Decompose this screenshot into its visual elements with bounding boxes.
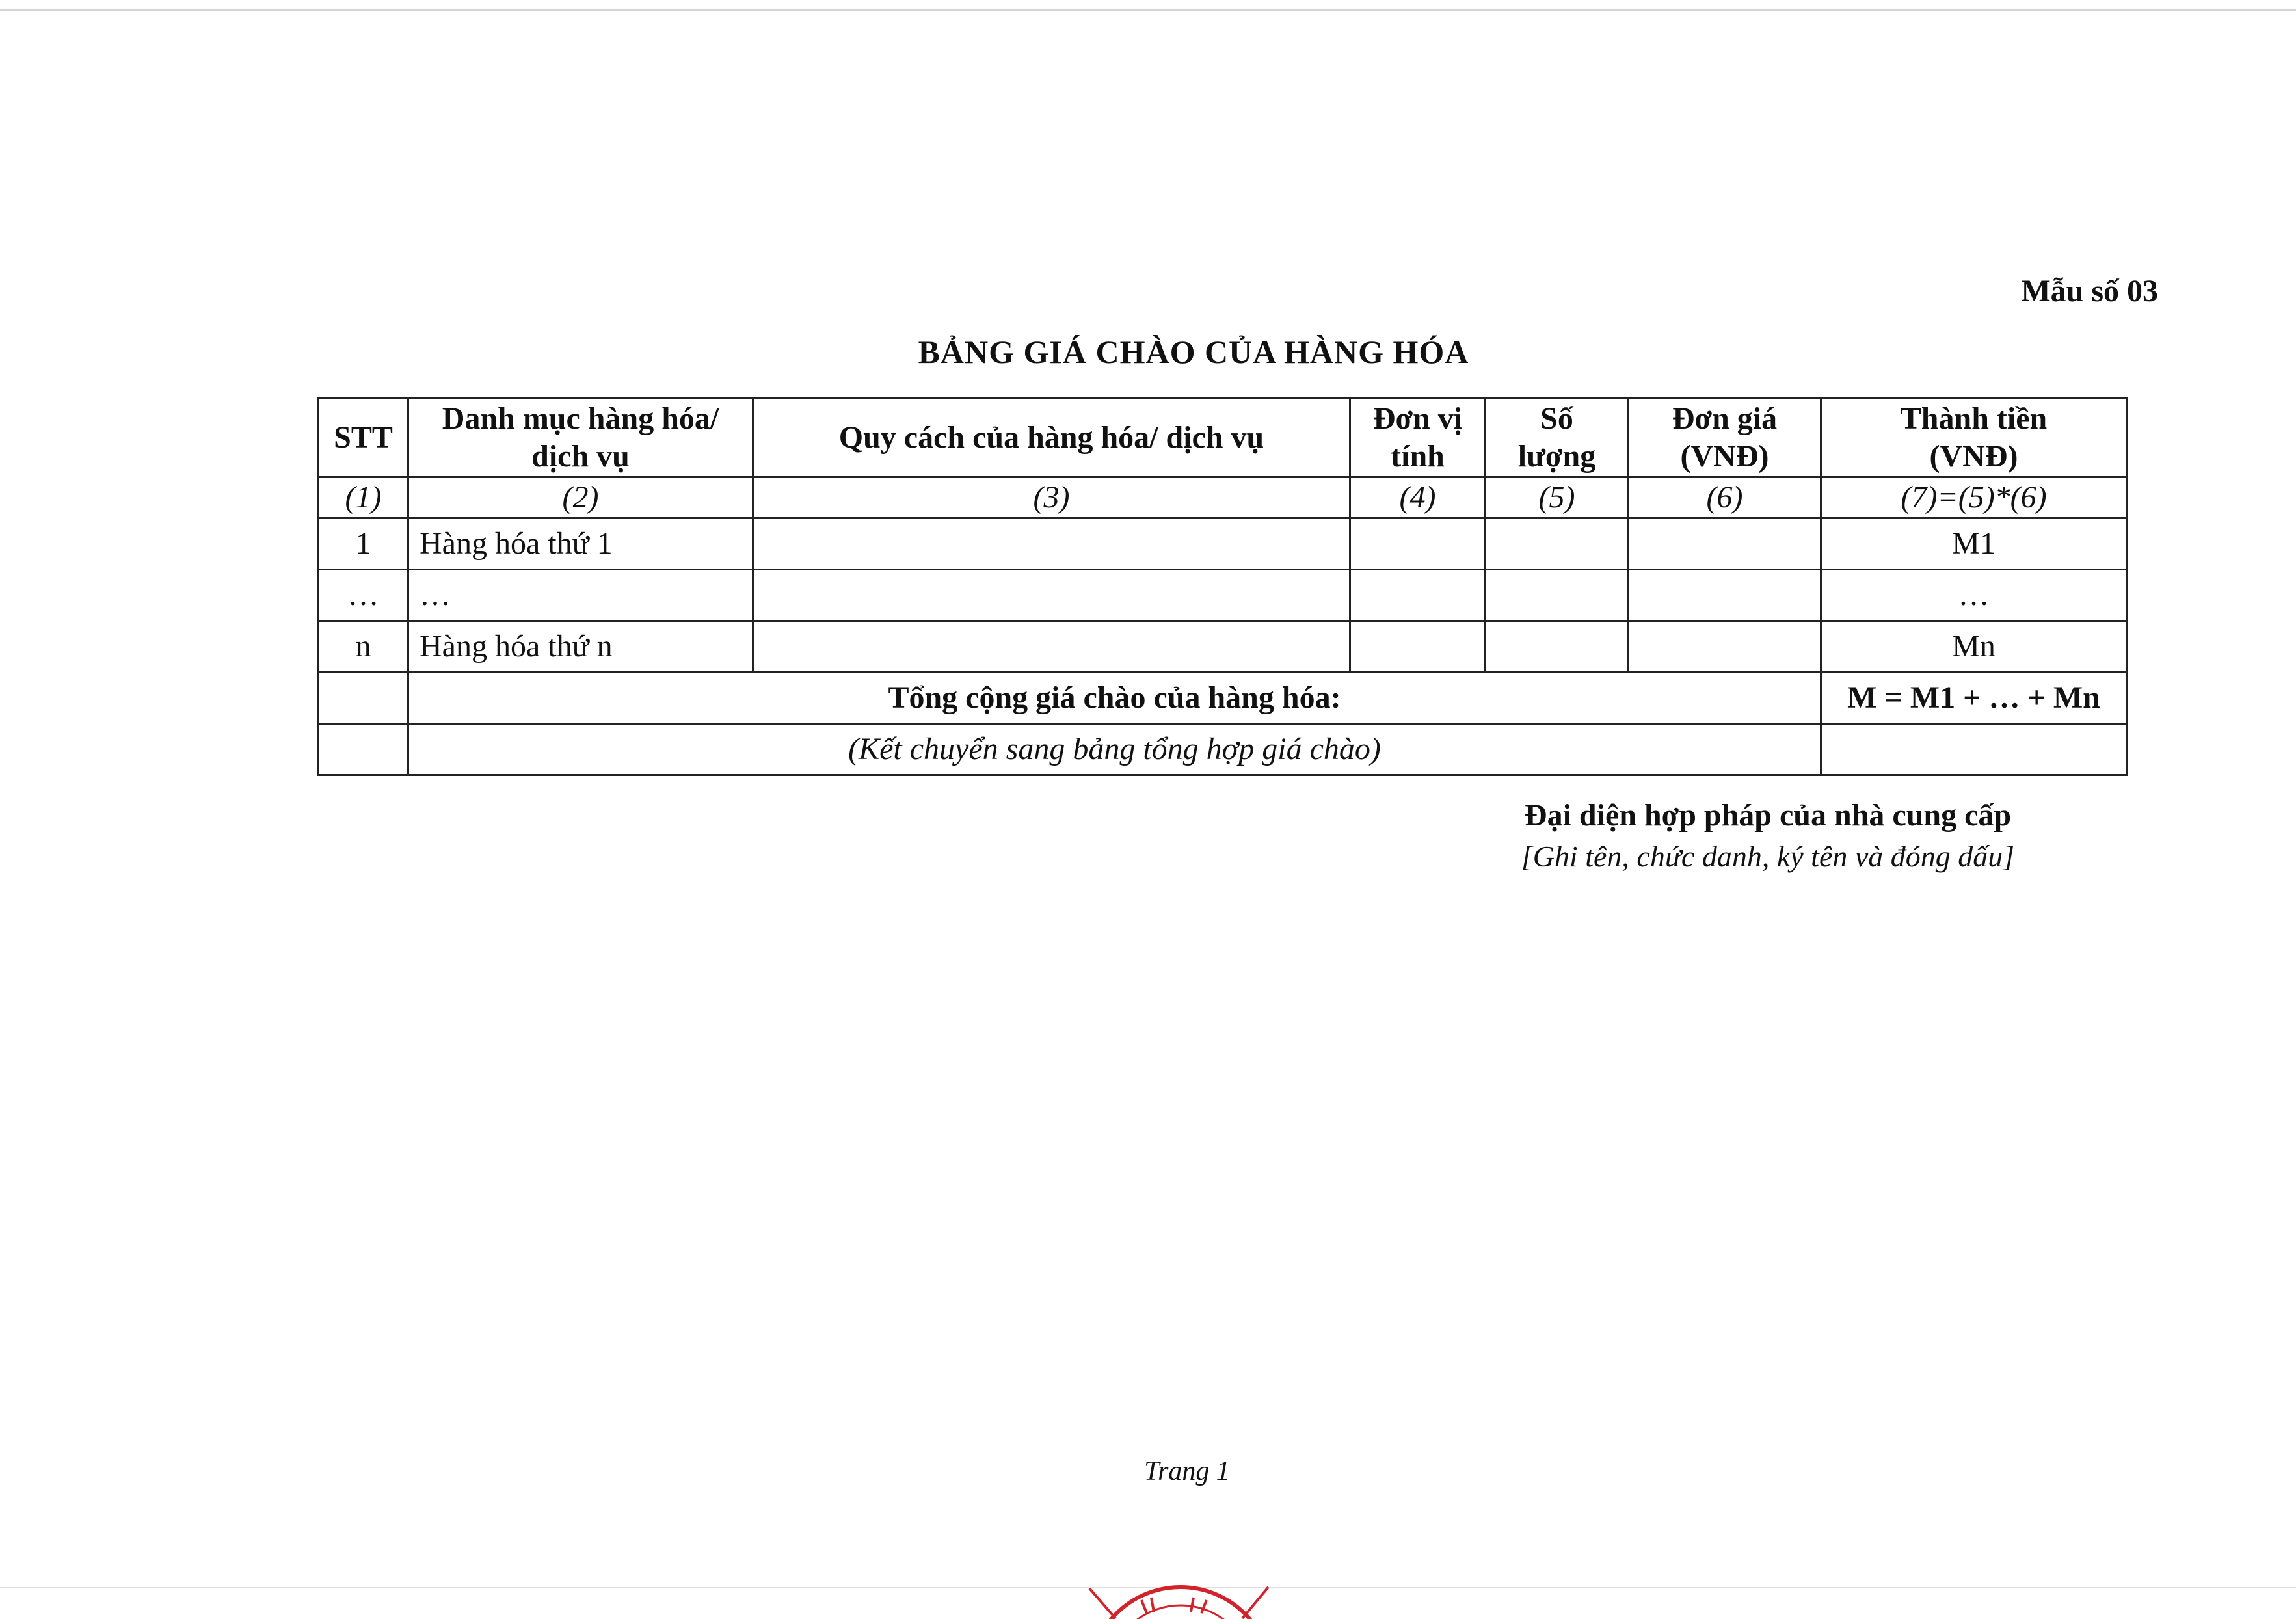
row-spec: [753, 621, 1350, 673]
row-spec: [753, 570, 1350, 621]
index-cell: (2): [408, 477, 753, 518]
header-stt-label: STT: [334, 420, 393, 455]
row-unit-price: [1629, 621, 1821, 673]
index-cell: (5): [1486, 477, 1629, 518]
row-unit: [1350, 570, 1486, 621]
index-cell: (4): [1350, 477, 1486, 518]
header-unit-line2: tính: [1391, 439, 1445, 474]
header-quantity-line2: lượng: [1517, 439, 1596, 474]
index-cell: (6): [1629, 477, 1821, 518]
row-item-name: Hàng hóa thứ n: [408, 621, 753, 673]
header-spec: [753, 399, 1350, 477]
table-row: [319, 621, 2127, 673]
row-amount: Mn: [1821, 621, 2127, 673]
header-unit-price: [1629, 399, 1821, 477]
header-spec-label: Quy cách của hàng hóa/ dịch vụ: [838, 420, 1264, 455]
column-index-row: [319, 477, 2127, 518]
header-amount-line2: (VNĐ): [1929, 439, 2018, 474]
header-unit-price-line2: (VNĐ): [1680, 439, 1769, 474]
header-unit: [1350, 399, 1486, 477]
total-label: Tổng cộng giá chào của hàng hóa:: [408, 673, 1821, 724]
row-quantity: [1486, 518, 1629, 570]
price-table: [317, 397, 2128, 776]
seal-graphic: [1044, 1581, 1317, 1619]
page-number: Trang 1: [1144, 1456, 1230, 1486]
total-row-blank: [319, 673, 408, 724]
signer-note: [Ghi tên, chức danh, ký tên và đóng dấu]: [1521, 840, 2015, 873]
row-item-name: Hàng hóa thứ 1: [408, 518, 753, 570]
header-row: [319, 399, 2127, 477]
carry-row-amount-blank: [1821, 724, 2127, 775]
index-cell: (7)=(5)*(6): [1821, 477, 2127, 518]
header-unit-line1: Đơn vị: [1372, 401, 1463, 436]
row-quantity: [1486, 570, 1629, 621]
table-row: [319, 518, 2127, 570]
row-stt: n: [319, 621, 408, 673]
row-unit: [1350, 621, 1486, 673]
table-row: [319, 570, 2127, 621]
total-value: M = M1 + … + Mn: [1821, 673, 2127, 724]
header-amount: [1821, 399, 2127, 477]
row-item-name: …: [408, 570, 753, 621]
header-stt: [319, 399, 408, 477]
header-category-line2: dịch vụ: [531, 439, 630, 474]
row-unit-price: [1629, 518, 1821, 570]
header-unit-price-line1: Đơn giá: [1672, 401, 1778, 436]
header-category: [408, 399, 753, 477]
form-number: Mẫu số 03: [2021, 274, 2158, 308]
header-category-line1: Danh mục hàng hóa/: [442, 401, 719, 436]
row-unit: [1350, 518, 1486, 570]
header-quantity: [1486, 399, 1629, 477]
carry-note: (Kết chuyển sang bảng tổng hợp giá chào): [408, 724, 1821, 775]
index-cell: (3): [753, 477, 1350, 518]
row-spec: [753, 518, 1350, 570]
carry-row: [319, 724, 2127, 775]
header-amount-line1: Thành tiền: [1900, 401, 2048, 436]
total-row: [319, 673, 2127, 724]
signer-title: Đại diện hợp pháp của nhà cung cấp: [1524, 798, 2012, 833]
carry-row-blank: [319, 724, 408, 775]
scan-edge-top: [0, 9, 2296, 11]
company-seal-icon: [1044, 1581, 1317, 1619]
index-cell: (1): [319, 477, 408, 518]
row-stt: 1: [319, 518, 408, 570]
row-unit-price: [1629, 570, 1821, 621]
row-amount: …: [1821, 570, 2127, 621]
row-amount: M1: [1821, 518, 2127, 570]
header-quantity-line1: Số: [1540, 401, 1573, 436]
row-quantity: [1486, 621, 1629, 673]
document-title: BẢNG GIÁ CHÀO CỦA HÀNG HÓA: [918, 334, 1469, 370]
row-stt: …: [319, 570, 408, 621]
signer-block: [1423, 795, 2113, 877]
